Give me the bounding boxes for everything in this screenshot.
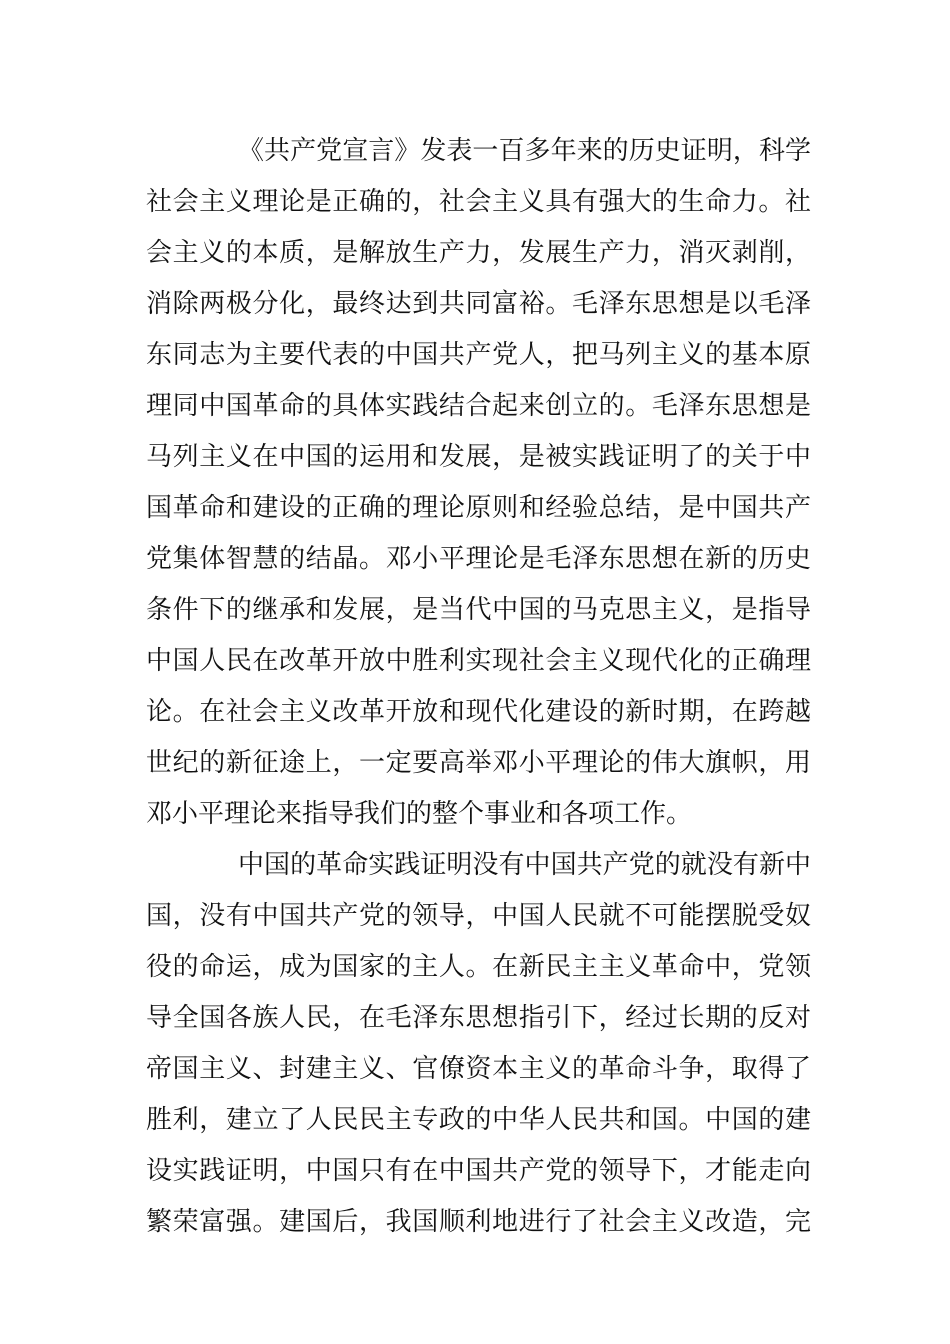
paragraph-line: 设实践证明，中国只有在中国共产党的领导下，才能走向 [146,1156,811,1186]
paragraph-line: 中国人民在改革开放中胜利实现社会主义现代化的正确理 [146,646,811,676]
paragraph-line: 邓小平理论来指导我们的整个事业和各项工作。 [146,799,693,829]
paragraph-line: 理同中国革命的具体实践结合起来创立的。毛泽东思想是 [146,391,811,421]
paragraph-line: 社会主义理论是正确的，社会主义具有强大的生命力。社 [146,187,811,217]
paragraph-line: 帝国主义、封建主义、官僚资本主义的革命斗争，取得了 [146,1054,811,1084]
paragraph-line: 会主义的本质，是解放生产力，发展生产力，消灭剥削， [146,238,811,268]
paragraph-1 [146,126,811,840]
paragraph-line: 中国的革命实践证明没有中国共产党的就没有新中 [238,850,811,880]
paragraph-line: 消除两极分化，最终达到共同富裕。毛泽东思想是以毛泽 [146,289,811,319]
paragraph-line: 导全国各族人民，在毛泽东思想指引下，经过长期的反对 [146,1003,811,1033]
paragraph-line: 《共产党宣言》发表一百多年来的历史证明，科学 [238,136,811,166]
paragraph-line: 条件下的继承和发展，是当代中国的马克思主义，是指导 [146,595,811,625]
paragraph-line: 国，没有中国共产党的领导，中国人民就不可能摆脱受奴 [146,901,811,931]
paragraph-line: 论。在社会主义改革开放和现代化建设的新时期，在跨越 [146,697,811,727]
document-body [146,126,811,1248]
paragraph-2 [146,840,811,1248]
paragraph-line: 马列主义在中国的运用和发展，是被实践证明了的关于中 [146,442,811,472]
paragraph-line: 繁荣富强。建国后，我国顺利地进行了社会主义改造，完 [146,1207,811,1237]
paragraph-line: 世纪的新征途上，一定要高举邓小平理论的伟大旗帜，用 [146,748,811,778]
paragraph-line: 役的命运，成为国家的主人。在新民主主义革命中，党领 [146,952,811,982]
paragraph-line: 党集体智慧的结晶。邓小平理论是毛泽东思想在新的历史 [146,544,811,574]
paragraph-line: 东同志为主要代表的中国共产党人，把马列主义的基本原 [146,340,811,370]
paragraph-line: 胜利，建立了人民民主专政的中华人民共和国。中国的建 [146,1105,811,1135]
paragraph-line: 国革命和建设的正确的理论原则和经验总结，是中国共产 [146,493,811,523]
